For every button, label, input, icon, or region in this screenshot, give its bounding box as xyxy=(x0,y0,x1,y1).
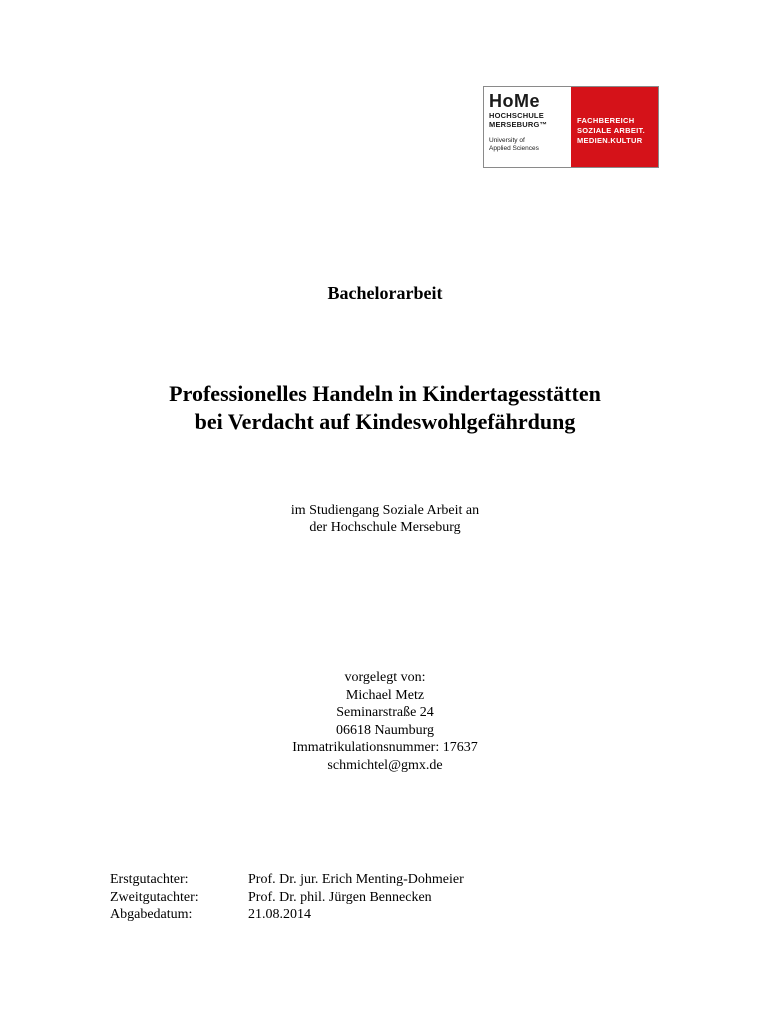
reviewers-block xyxy=(110,871,464,924)
logo-brand: HoMe xyxy=(489,91,540,111)
university-logo xyxy=(483,86,659,168)
reviewer-value: Prof. Dr. phil. Jürgen Bennecken xyxy=(248,889,432,905)
document-type: Bachelorarbeit xyxy=(327,283,443,303)
study-program xyxy=(0,502,770,536)
reviewer-value: 21.08.2014 xyxy=(248,907,311,922)
thesis-title xyxy=(0,380,770,436)
author-name: Michael Metz xyxy=(345,687,425,703)
reviewer-role: Abgabedatum: xyxy=(110,907,193,922)
thesis-title-line-2: bei Verdacht auf Kindeswohlgefährdung xyxy=(194,409,576,434)
logo-line-university: University of xyxy=(489,137,525,144)
author-intro: vorgelegt von: xyxy=(344,670,426,685)
reviewer-row-submission-date xyxy=(110,906,464,924)
reviewer-role: Erstgutachter: xyxy=(110,872,189,887)
logo-department-panel xyxy=(571,87,658,167)
author-street: Seminarstraße 24 xyxy=(336,705,434,720)
author-email: schmichtel@gmx.de xyxy=(327,757,443,773)
reviewer-role: Zweitgutachter: xyxy=(110,889,199,905)
logo-line-merseburg: MERSEBURG™ xyxy=(489,120,548,129)
study-program-line-2: der Hochschule Merseburg xyxy=(309,520,461,535)
author-block xyxy=(0,669,770,774)
study-program-line-1: im Studiengang Soziale Arbeit an xyxy=(290,503,480,518)
author-matriculation: Immatrikulationsnummer: 17637 xyxy=(292,740,478,755)
logo-brand-panel xyxy=(484,87,571,167)
logo-line-hochschule: HOCHSCHULE xyxy=(489,111,544,120)
logo-line-applied-sciences: Applied Sciences xyxy=(489,145,539,152)
reviewer-row-first xyxy=(110,871,464,889)
logo-dept-line-3: MEDIEN.KULTUR xyxy=(577,136,643,145)
reviewer-value: Prof. Dr. jur. Erich Menting-Dohmeier xyxy=(248,872,464,887)
author-city: 06618 Naumburg xyxy=(335,722,435,738)
logo-dept-line-1: FACHBEREICH xyxy=(577,116,635,125)
reviewer-row-second xyxy=(110,889,464,907)
logo-dept-line-2: SOZIALE ARBEIT. xyxy=(577,126,645,135)
thesis-title-line-1: Professionelles Handeln in Kindertagesstätten xyxy=(169,381,601,406)
